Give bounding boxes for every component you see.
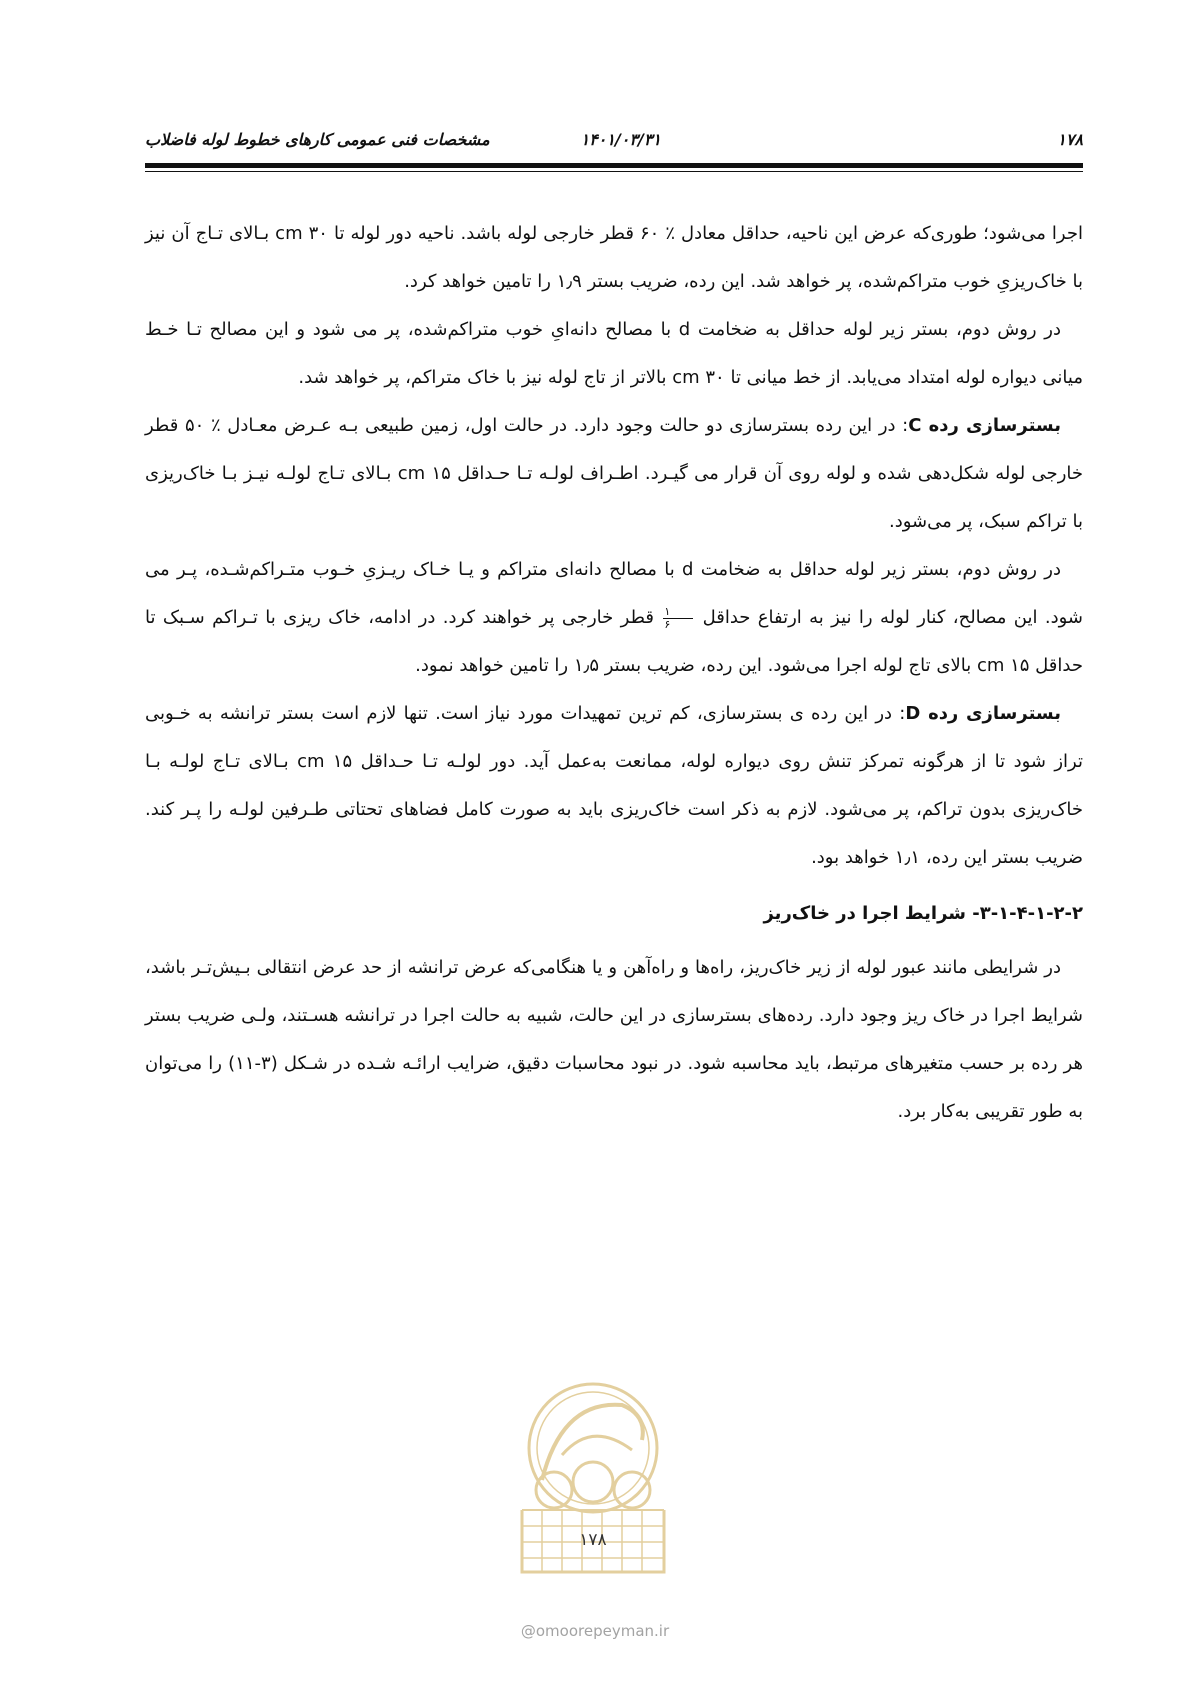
class-c-text: : در این رده بسترسازی دو حالت وجود دارد. در حالت اول، زمین طبیعی بـه عـرض معـادل ٪ ۵۰ قطر خارجی لوله شکل‌دهی شده و لوله روی آن قرار می گیـرد. اطـراف لولـه تـا حـداقل cm ۱۵ بـالای تـاج لولـه نیـز بـا خاک‌ریزی با تراکم سبک، پر می‌شود. [145, 415, 1083, 532]
fraction-numerator: ۱ [663, 606, 693, 619]
document-title: مشخصات فنی عمومی کارهای خطوط لوله فاضلاب [145, 130, 490, 149]
fraction-denominator: ۶ [664, 617, 671, 631]
header-rule-thick [145, 163, 1083, 168]
paragraph-1: اجرا می‌شود؛ طوری‌که عرض این ناحیه، حداقل معادل ٪ ۶۰ قطر خارجی لوله باشد. ناحیه دور لوله تا cm ۳۰ بـالای تـاج آن نیز با خاک‌ریزیِ خوب متراکم‌شده، پر خواهد شد. این رده، ضریب بستر ۱٫۹ را تامین خواهد کرد. [145, 223, 1083, 292]
paragraph-5 [145, 690, 1083, 882]
section-heading: ۳-۱-۴-۱-۲-۲- شرایط اجرا در خاک‌ریز [763, 903, 1083, 924]
seal-page-number: ۱۷۸ [579, 1530, 607, 1550]
paragraph-3 [145, 402, 1083, 546]
fraction-one-sixth [663, 606, 693, 631]
paragraph-6: در شرایطی مانند عبور لوله از زیر خاک‌ریز، راه‌ها و راه‌آهن و یا هنگامی‌که عرض ترانشه از حد عرض انتقالی بـیش‌تـر باشد، شرایط اجرا در خاک ریز وجود دارد. رده‌های بسترسازی در این حالت، شبیه به حالت اجرا در ترانشه هسـتند، ولـی ضریب بستر هر رده بر حسب متغیرهای مرتبط، باید محاسبه شود. در نبود محاسبات دقیق، ضرایب ارائـه شـده در شـکل (۳-۱۱) را می‌توان به طور تقریبی به‌کار برد. [145, 957, 1083, 1122]
seal-logo-icon [502, 1360, 684, 1590]
class-c-label: بسترسازی رده C [908, 415, 1061, 436]
paragraph-2: در روش دوم، بستر زیر لوله حداقل به ضخامت d با مصالح دانه‌ایِ خوب متراکم‌شده، پر می شود و این مصالح تـا خـط میانی دیواره لوله امتداد می‌یابد. از خط میانی تا cm ۳۰ بالاتر از تاج لوله نیز با خاک متراکم، پر خواهد شد. [145, 319, 1083, 388]
header-date: ۱۴۰۱/۰۳/۳۱ [580, 130, 661, 149]
header-rule-thin [145, 171, 1083, 172]
class-d-text: : در این رده ی بسترسازی، کم ترین تمهیدات مورد نیاز است. تنها لازم است بستر ترانشه به خـوبی تراز شود تا از هرگونه تمرکز تنش روی دیواره لوله، ممانعت به‌عمل آید. دور لولـه تـا حـداقل cm ۱۵ بـالای تـاج لولـه بـا خاک‌ریزی بدون تراکم، پر می‌شود. لازم به ذکر است خاک‌ریزی باید به صورت کامل فضاهای تحتاتی طـرفین لولـه را پـر کند. ضریب بستر این رده، ۱٫۱ خواهد بود. [145, 703, 1083, 868]
page-header [145, 128, 1083, 154]
page-number: ۱۷۸ [1057, 130, 1083, 149]
page-content [145, 210, 1083, 1136]
paragraph-4-end: قطر خارجی پر خواهند کرد. در ادامه، خاک ریزی با تـراکم سـبک تا حداقل cm ۱۵ بالای تاج لوله اجرا می‌شود. این رده، ضریب بستر ۱٫۵ را تامین خواهد نمود. [145, 607, 1083, 676]
class-d-label: بسترسازی رده D [905, 703, 1061, 724]
paragraph-4 [145, 546, 1083, 690]
watermark-url: @omoorepeyman.ir [520, 1622, 670, 1640]
paragraph-4-start: در روش دوم، بستر زیر لوله حداقل به ضخامت d با مصالح دانه‌ای متراکم و یـا خـاک ریـزیِ خـوب متـراکم‌شـده، پـر می شود. این مصالح، کنار لوله را نیز به ارتفاع حداقل [145, 559, 1083, 628]
